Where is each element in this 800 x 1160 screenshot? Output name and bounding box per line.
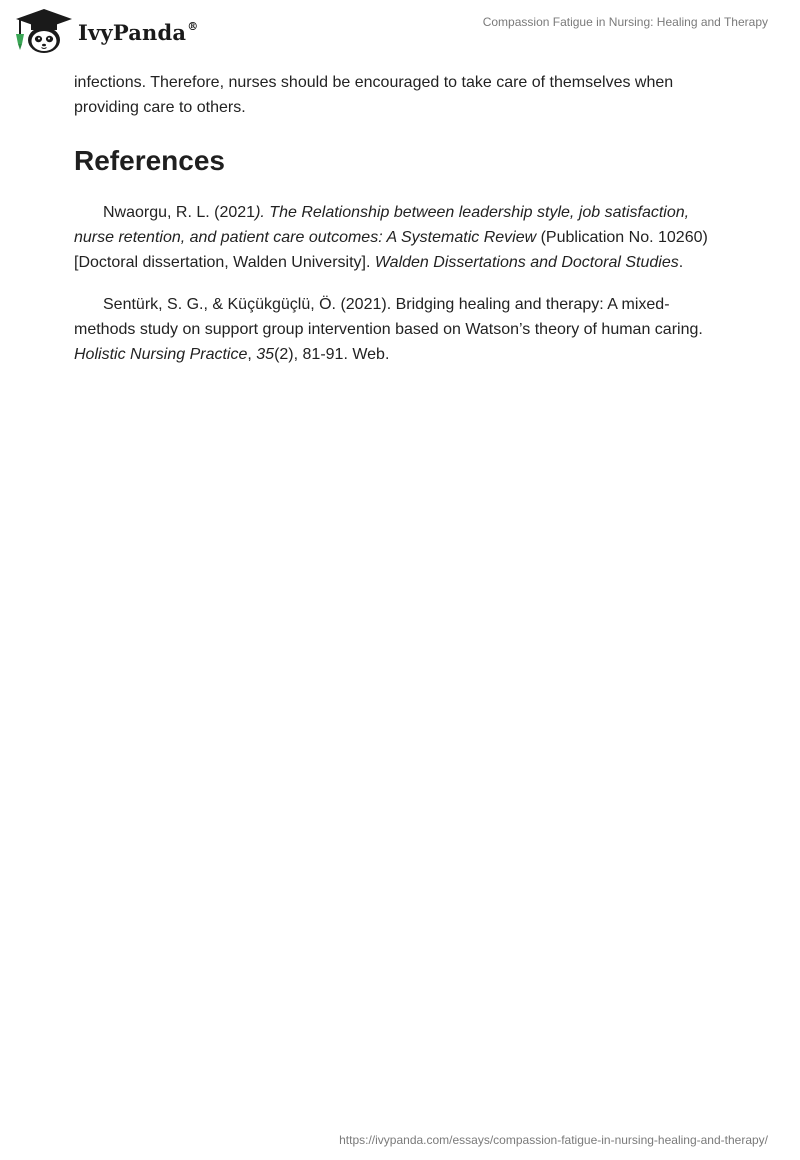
reference-text: (Publication No. 10260) [Doctoral dissertation, Walden University]. [74,229,708,271]
reference-text: , [247,346,257,363]
page-header [0,0,800,70]
reference-text: Sentürk, S. G., & Küçükgüçlü, Ö. (2021). Bridging healing and therapy: A mixed-methods study on support group intervention based on Watson’s theory of human caring. [74,296,703,338]
logo-wordmark [78,20,198,45]
logo-text: IvyPanda [78,20,187,45]
reference-source: Walden Dissertations and Doctoral Studies [374,254,679,271]
reference-title: ). The Relationship between leadership style, job satisfaction, nurse retention, and patient care outcomes: A Systematic Review [74,204,690,246]
references-heading: References [74,145,225,176]
ivypanda-logo[interactable] [14,8,204,58]
reference-text: Nwaorgu, R. L. (2021 [103,204,256,221]
footer-url-link[interactable]: https://ivypanda.com/essays/compassion-fatigue-in-nursing-healing-and-therapy/ [339,1133,768,1147]
reference-entry [74,200,726,275]
reference-volume: 35 [256,346,275,363]
intro-paragraph: infections. Therefore, nurses should be encouraged to take care of themselves when providing care to others. [74,74,674,116]
reference-entry [74,292,726,367]
reference-journal: Holistic Nursing Practice [74,346,248,363]
reference-text: (2), 81-91. Web. [274,346,390,363]
registered-mark: ® [187,20,199,33]
document-body [74,70,726,367]
document-title: Compassion Fatigue in Nursing: Healing and Therapy [482,15,768,29]
panda-graduation-cap-icon [14,8,74,54]
reference-text: . [678,254,684,271]
